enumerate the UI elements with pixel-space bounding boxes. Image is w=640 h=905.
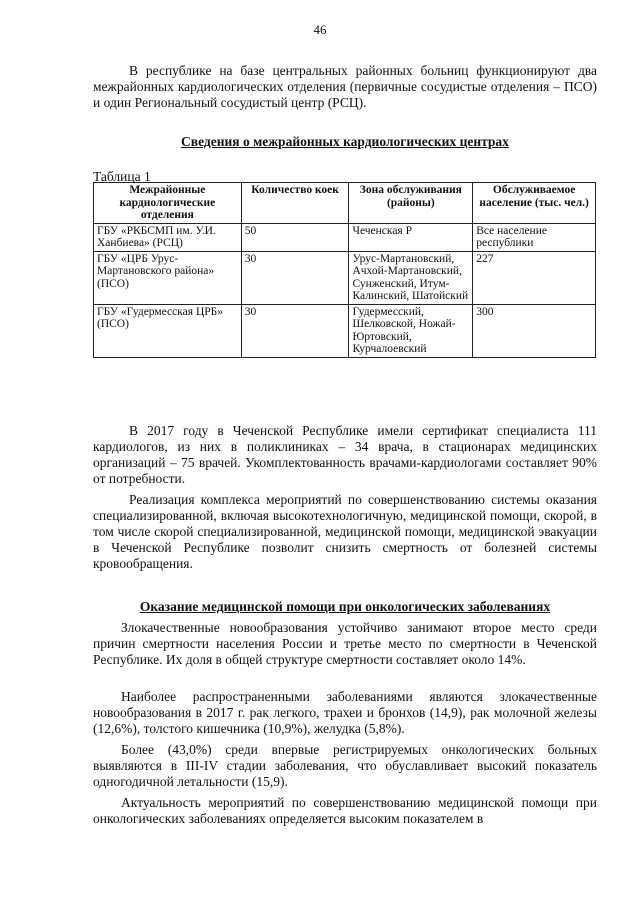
table-header-row bbox=[94, 183, 596, 224]
table-cell: Гудермесский, Шелковской, Ножай-Юртовский, Курчалоевский bbox=[349, 304, 473, 357]
table-row bbox=[94, 304, 596, 357]
table-cell: 30 bbox=[241, 251, 349, 304]
table-header-cell: Межрайонные кардиологические отделения bbox=[94, 183, 242, 224]
oncology-paragraph-4: Актуальность мероприятий по совершенствованию медицинской помощи при онкологических заболеваниях определяется высоким показателем в bbox=[93, 795, 597, 826]
oncology-paragraph-1: Злокачественные новообразования устойчиво занимают второе место среди причин смертности населения России и третье место по смертности в Чеченской Республике. Их доля в общей структуре смертности составляет около 14%. bbox=[93, 620, 597, 667]
table-cell: 300 bbox=[473, 304, 596, 357]
table-cell: Все население республики bbox=[473, 223, 596, 251]
oncology-heading: Оказание медицинской помощи при онкологических заболеваниях bbox=[139, 599, 551, 614]
table-header-cell: Обслуживаемое население (тыс. чел.) bbox=[473, 183, 596, 224]
table-cell: Урус-Мартановский, Ачхой-Мартановский, Сунженский, Итум-Калинский, Шатойский bbox=[349, 251, 473, 304]
cardiologists-paragraph: В 2017 году в Чеченской Республике имели сертификат специалиста 111 кардиологов, из них в поликлиниках – 34 врача, в стационарах медицинских организаций – 75 врачей. Укомплектованность врачами-кардиологами составляет 90% от потребности. bbox=[93, 423, 597, 486]
table-cell: ГБУ «ЦРБ Урус-Мартановского района» (ПСО) bbox=[94, 251, 242, 304]
table-cell: 227 bbox=[473, 251, 596, 304]
table-row bbox=[94, 223, 596, 251]
cardio-centers-table bbox=[93, 182, 596, 358]
oncology-paragraph-2: Наиболее распространенными заболеваниями являются злокачественные новообразования в 2017 г. рак легкого, трахеи и бронхов (14,9), рак молочной железы (12,6%), толстого кишечника (10,9%), желудка (5,8%). bbox=[93, 689, 597, 736]
table-cell: ГБУ «Гудермесская ЦРБ» (ПСО) bbox=[94, 304, 242, 357]
table-header-cell: Количество коек bbox=[241, 183, 349, 224]
cardio-centers-heading: Сведения о межрайонных кардиологических центрах bbox=[181, 134, 509, 149]
intro-paragraph: В республике на базе центральных районных больниц функционируют два межрайонных кардиологических отделения (первичные сосудистые отделения – ПСО) и один Региональный сосудистый центр (РСЦ). bbox=[93, 63, 597, 110]
table-row bbox=[94, 251, 596, 304]
table-cell: 30 bbox=[241, 304, 349, 357]
measures-paragraph: Реализация комплекса мероприятий по совершенствованию системы оказания специализированной, включая высокотехнологичную, медицинской помощи, скорой, в том числе скорой специализированной, медицинской помощи, медицинской эвакуации в Чеченской Республике позволит снизить смертность от болезней системы кровообращения. bbox=[93, 492, 597, 571]
oncology-paragraph-3: Более (43,0%) среди впервые регистрируемых онкологических больных выявляются в III-IV стадии заболевания, что обуславливает высокий показатель одногодичной летальности (15,9). bbox=[93, 742, 597, 789]
table-cell: 50 bbox=[241, 223, 349, 251]
table-cell: Чеченская Р bbox=[349, 223, 473, 251]
page-number: 46 bbox=[313, 22, 327, 37]
table-cell: ГБУ «РКБСМП им. У.И. Ханбиева» (РСЦ) bbox=[94, 223, 242, 251]
table-caption: Таблица 1 bbox=[93, 169, 151, 184]
table-header-cell: Зона обслуживания (районы) bbox=[349, 183, 473, 224]
